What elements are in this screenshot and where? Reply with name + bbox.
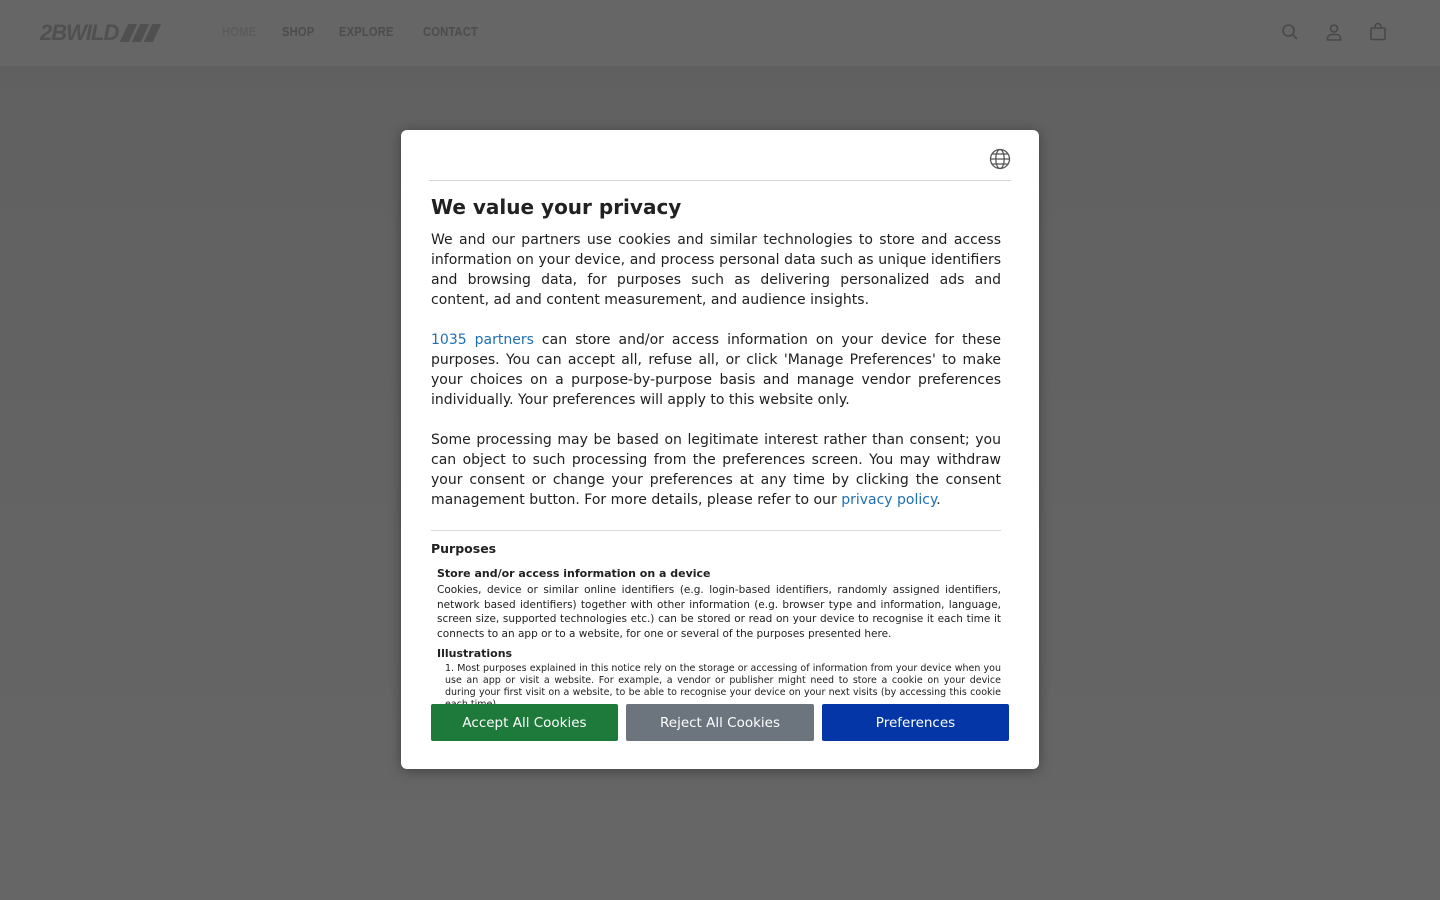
illustrations-heading: Illustrations [437, 647, 513, 661]
accept-all-button[interactable]: Accept All Cookies [431, 704, 618, 741]
dialog-content[interactable] [431, 192, 1002, 699]
illustration-item: 1. Most purposes explained in this notice rely on the storage or accessing of information from your device when you use an app or visit a website. For example, a vendor or publisher might need to store a cookie on your device during your first visit on a website, to be able to recognise your device on your next visits (by accessing this cookie [445, 663, 1001, 699]
reject-all-button[interactable]: Reject All Cookies [626, 704, 814, 741]
globe-icon[interactable] [989, 148, 1011, 170]
divider [431, 530, 1001, 531]
purpose-item [431, 567, 1001, 711]
partners-paragraph [431, 330, 1001, 410]
partners-link[interactable]: 1035 partners [431, 332, 534, 348]
privacy-policy-link[interactable]: privacy policy [841, 492, 937, 508]
legitimate-interest-paragraph [431, 430, 1001, 510]
dialog-title: We value your privacy [431, 195, 682, 219]
intro-paragraph: We and our partners use cookies and similar technologies to store and access information on your device, and process personal data such as unique identifiers and browsing data, for purposes such as delivering personalized ads and content, ad and content measurement, and audience insights. [431, 232, 1001, 308]
partners-paragraph-text: can store and/or access information on your device for these purposes. You can accept all, refuse all, or click 'Manage Preferences' to make your choices on a purpose-by-purpose basis and manage vendor preferences individually. Your preferences will apply to this website only. [431, 332, 1002, 408]
dialog-buttons [431, 704, 1009, 741]
purpose-title: Store and/or access information on a device [437, 567, 711, 580]
legitimate-interest-text: Some processing may be based on legitimate interest rather than consent; you can object to such processing from the preferences screen. You may withdraw your consent or change your preferences at any time by clicking the consent management button. For more details, please refer to our [431, 432, 1001, 508]
purpose-description: Cookies, device or similar online identifiers (e.g. login-based identifiers, randomly assigned identifiers, network based identifiers) together with other information (e.g. browser type and information, language, screen size, supported technologies etc.) can be stored or read on your device to recognise it each time it connects to an app or to a website, for one or several of the purposes presented here. [437, 584, 1001, 640]
cookie-consent-dialog [401, 130, 1039, 769]
preferences-button[interactable]: Preferences [822, 704, 1009, 741]
period-text: . [936, 492, 941, 508]
dialog-header [429, 130, 1011, 181]
purposes-heading: Purposes [431, 541, 497, 556]
